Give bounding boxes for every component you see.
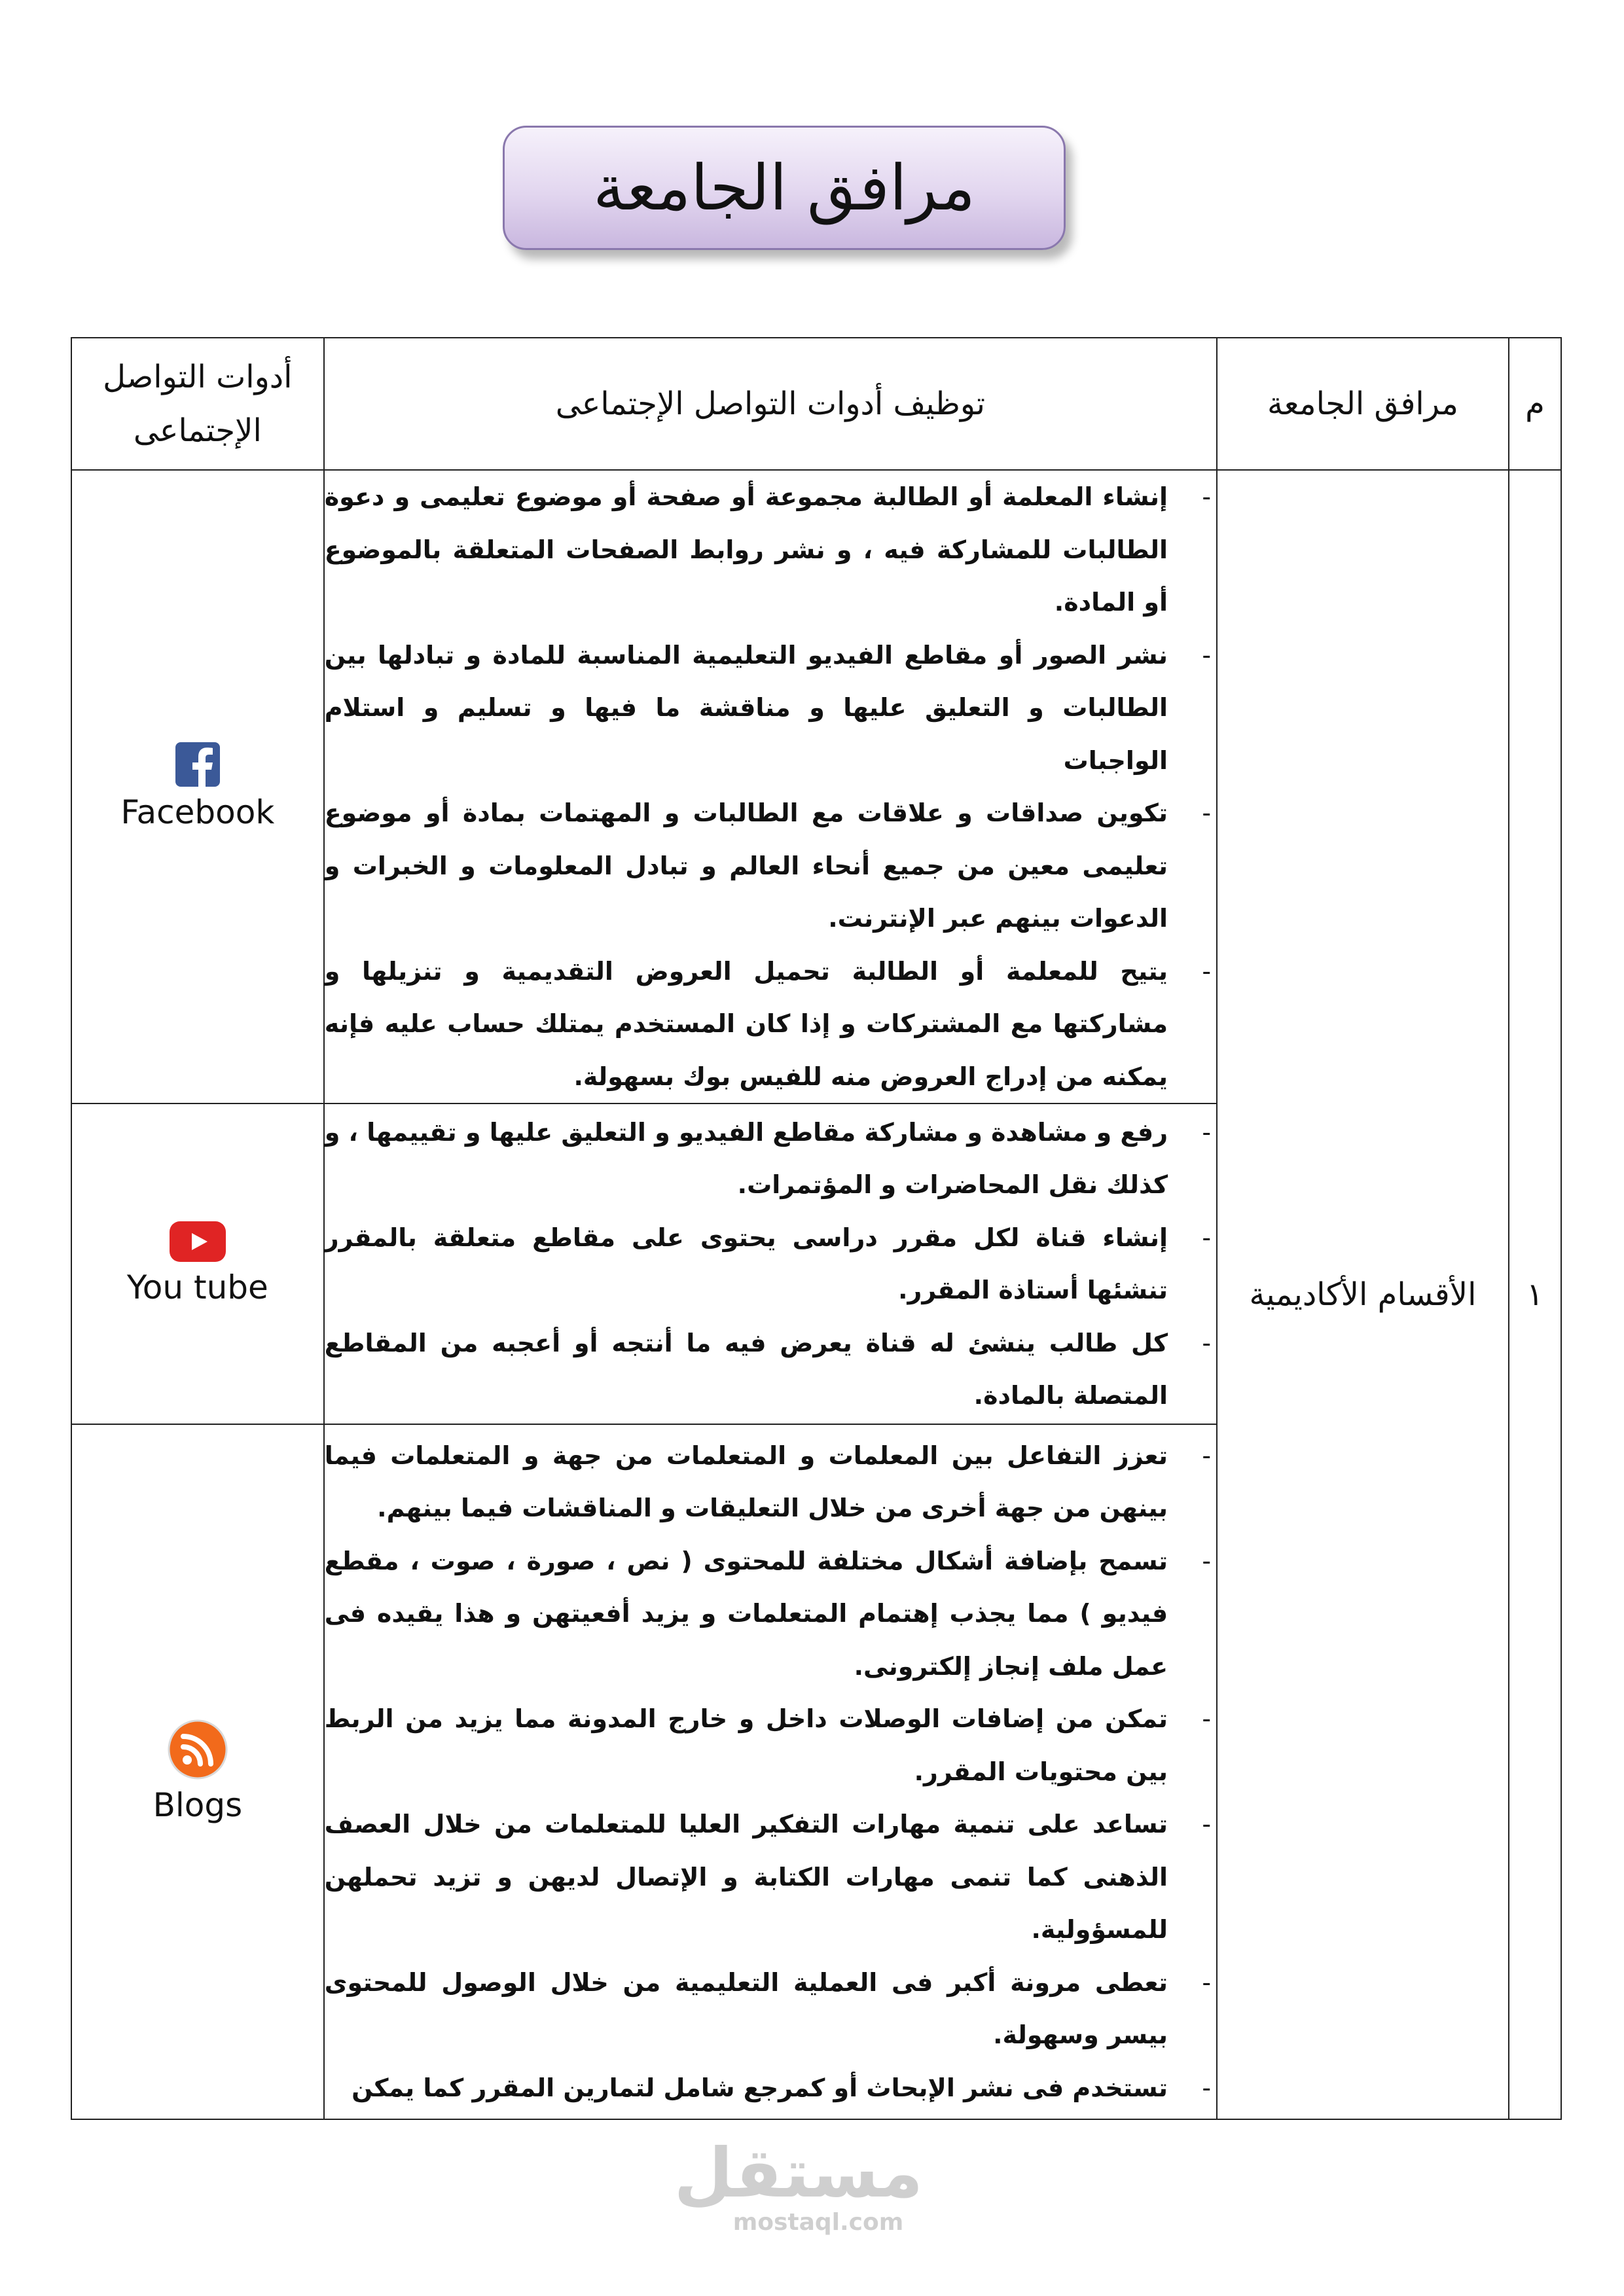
facebook-icon: [175, 742, 220, 787]
usage-cell-facebook: [324, 470, 1217, 1103]
list-item: - تعطى مرونة أكبر فى العملية التعليمية من خلال الوصول للمحتوى بيسر وسهولة.: [325, 1956, 1216, 2062]
page-title: مرافق الجامعة: [503, 126, 1066, 250]
list-item: - تستخدم فى نشر الإبحاث أو كمرجع شامل لتمارين المقرر كما يمكن: [325, 2062, 1216, 2115]
list-item: - تعزز التفاعل بين المعلمات و المتعلمات من جهة و المتعلمات فيما بينهن من جهة أخرى من خلال التعليقات و المناقشات فيما بينهم.: [325, 1429, 1216, 1535]
facilities-table: [71, 337, 1562, 2120]
list-item: - تكوين صداقات و علاقات مع الطالبات و المهتمات بمادة أو موضوع تعليمى معين من جميع أنحاء العالم و تبادل المعلومات و الخبرات و الدعوات بينهم عبر الإنترنت.: [325, 787, 1216, 945]
watermark-latin: mostaql.com: [732, 2209, 904, 2236]
rss-icon: [168, 1719, 228, 1780]
tool-label-blogs: Blogs: [153, 1786, 243, 1824]
list-item: - تسمح بإضافة أشكال مختلفة للمحتوى ( نص ، صورة ، صوت ، مقطع فيديو ) مما يجذب إهتمام المتعلمات و يزيد أفعيتهن و هذا يقيده فى عمل ملف إنجاز إلكترونى.: [325, 1535, 1216, 1693]
tool-label-facebook: Facebook: [120, 793, 275, 831]
header-index: م: [1509, 338, 1561, 470]
header-usage: توظيف أدوات التواصل الإجتماعى: [324, 338, 1217, 470]
usage-cell-blogs: [324, 1424, 1217, 2119]
header-row: [71, 338, 1561, 470]
row-index: ١: [1509, 470, 1561, 2119]
tool-cell-facebook: [71, 470, 324, 1103]
usage-list-youtube: [325, 1106, 1216, 1422]
tool-cell-blogs: [71, 1424, 324, 2119]
watermark: [674, 2133, 923, 2236]
usage-list-blogs: [325, 1429, 1216, 2115]
list-item: - إنشاء قناة لكل مقرر دراسى يحتوى على مقاطع متعلقة بالمقرر تنشئها أستاذة المقرر.: [325, 1211, 1216, 1317]
list-item: - إنشاء المعلمة أو الطالبة مجموعة أو صفحة أو موضوع تعليمى و دعوة الطالبات للمشاركة فيه ، و نشر روابط الصفحات المتعلقة بالموضوع أو المادة.: [325, 471, 1216, 629]
tool-cell-youtube: [71, 1103, 324, 1424]
youtube-icon: [170, 1221, 226, 1262]
header-facility: مرافق الجامعة: [1217, 338, 1509, 470]
list-item: - تمكن من إضافات الوصلات داخل و خارج المدونة مما يزيد من الربط بين محتويات المقرر.: [325, 1693, 1216, 1798]
list-item: - يتيح للمعلمة أو الطالبة تحميل العروض التقديمية و تنزيلها و مشاركتها مع المشتركات و إذا كان المستخدم يمتلك حساب عليه فإنه يمكنه من إدراج العروض منه للفيس بوك بسهولة.: [325, 945, 1216, 1103]
list-item: - تساعد على تنمية مهارات التفكير العليا للمتعلمات من خلال العصف الذهنى كما تنمى مهارات الكتابة و الإتصال لديهن و تزيد تحملهن للمسؤولية.: [325, 1798, 1216, 1956]
usage-cell-youtube: [324, 1103, 1217, 1424]
list-item: - كل طالب ينشئ له قناة يعرض فيه ما أنتجه أو أعجبه من المقاطع المتصلة بالمادة.: [325, 1317, 1216, 1422]
usage-list-facebook: [325, 471, 1216, 1103]
header-tools: أدوات التواصل الإجتماعى: [71, 338, 324, 470]
watermark-arabic: مستقل: [674, 2133, 923, 2213]
list-item: - رفع و مشاهدة و مشاركة مقاطع الفيديو و التعليق عليها و تقييمها ، و كذلك نقل المحاضرات و المؤتمرات.: [325, 1106, 1216, 1211]
list-item: - نشر الصور أو مقاطع الفيديو التعليمية المناسبة للمادة و تبادلها بين الطالبات و التعليق عليها و مناقشة ما فيها و تسليم و استلام الواجبات: [325, 629, 1216, 787]
row-facility: الأقسام الأكاديمية: [1217, 470, 1509, 2119]
table-row: [71, 470, 1561, 1103]
tool-label-youtube: You tube: [126, 1268, 268, 1306]
